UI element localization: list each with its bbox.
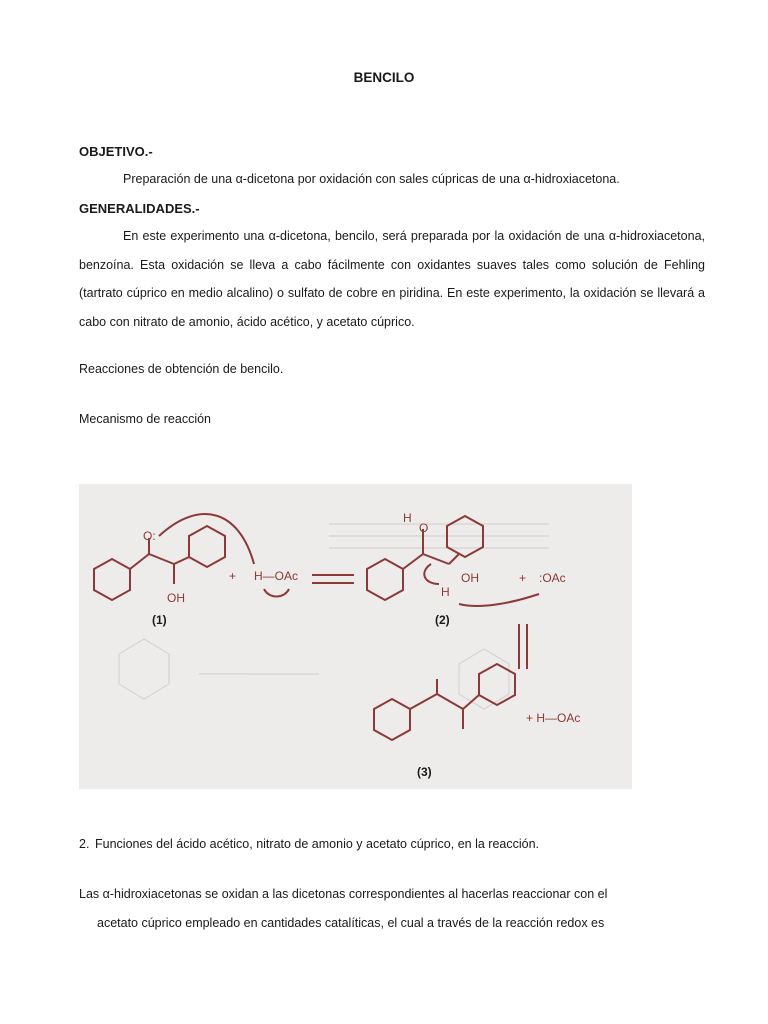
h-label-2: H bbox=[403, 511, 412, 525]
h-oac-label: H—OAc bbox=[254, 569, 299, 583]
objetivo-text-content: Preparación de una α-dicetona por oxidación con sales cúpricas de una α-hidroxiacetona. bbox=[123, 172, 620, 186]
objetivo-text bbox=[79, 165, 705, 194]
objetivo-heading: OBJETIVO.- bbox=[79, 144, 153, 159]
plus-label-1: + bbox=[229, 569, 237, 583]
oh-label-2: OH bbox=[461, 571, 479, 585]
generalidades-heading: GENERALIDADES.- bbox=[79, 201, 200, 216]
plus-label-2: + bbox=[519, 571, 527, 585]
compound1-ring-a bbox=[94, 559, 130, 600]
o-top-label: O: bbox=[143, 529, 156, 543]
last-paragraph-line1: Las α-hidroxiacetonas se oxidan a las dicetonas correspondientes al hacerlas reaccionar con el bbox=[79, 887, 608, 901]
compound2-ring-a bbox=[367, 559, 403, 600]
reaction-mechanism-svg bbox=[79, 484, 632, 789]
document-title: BENCILO bbox=[353, 70, 415, 85]
last-paragraph-line2-wrap bbox=[79, 909, 705, 938]
compound2-label: (2) bbox=[435, 613, 450, 627]
list-item-2 bbox=[79, 837, 539, 851]
compound1-label: (1) bbox=[152, 613, 167, 627]
last-paragraph bbox=[79, 880, 705, 937]
generalidades-text-content: En este experimento una α-dicetona, bencilo, será preparada por la oxidación de una α-hidroxiacetona, benzoína. Esta oxidación se lleva a cabo fácilmente con oxidantes suaves tales como solución de Fehling (tartrato cúprico en medio alcalino) o sulfato de cobre en piridina. En este experimento, la oxidación se llevará a cabo con nitrato de amonio, ácido acético, y acetato cúprico. bbox=[79, 229, 705, 329]
oac-anion-label: :OAc bbox=[539, 571, 566, 585]
h-label-3: H bbox=[441, 585, 450, 599]
reacciones-label: Reacciones de obtención de bencilo. bbox=[79, 362, 284, 376]
h-oac-label-2: + H—OAc bbox=[526, 711, 581, 725]
list-number: 2. bbox=[79, 837, 90, 851]
o-label-2: O bbox=[419, 521, 429, 535]
generalidades-text bbox=[79, 222, 705, 336]
compound3-label: (3) bbox=[417, 765, 432, 779]
mecanismo-label: Mecanismo de reacción bbox=[79, 412, 212, 426]
compound3-ring-a bbox=[374, 699, 410, 740]
list-text: Funciones del ácido acético, nitrato de amonio y acetato cúprico, en la reacción. bbox=[95, 837, 540, 851]
compound1-ring-b bbox=[189, 526, 225, 567]
last-paragraph-line2: acetato cúprico empleado en cantidades catalíticas, el cual a través de la reacción redox es bbox=[97, 915, 605, 930]
compound3-ring-b bbox=[479, 664, 515, 705]
reaction-mechanism-figure bbox=[79, 484, 632, 789]
oh-label: OH bbox=[167, 591, 185, 605]
